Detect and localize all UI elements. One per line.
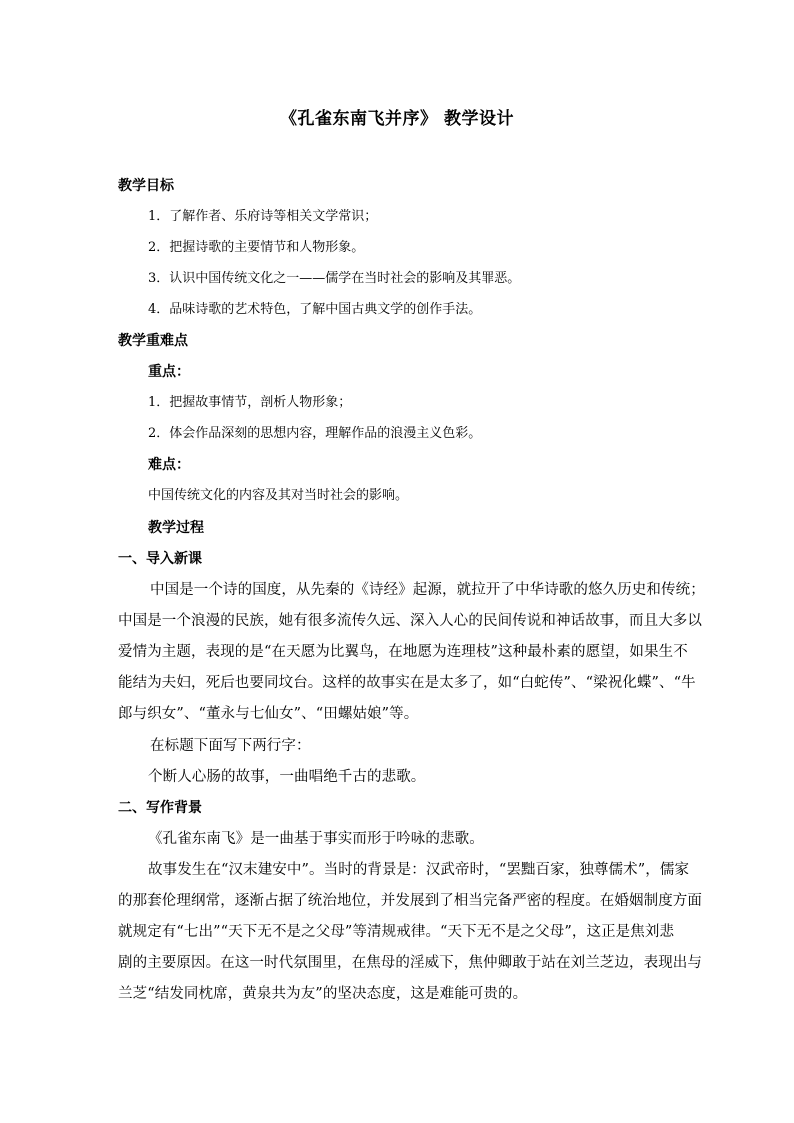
paragraph-line: 兰芝“结发同枕席，黄泉共为友”的坚决态度，这是难能可贵的。 bbox=[118, 986, 528, 1002]
paragraph-line: 爱情为主题，表现的是“在天愿为比翼鸟，在地愿为连理枝”这种最朴素的愿望，如果生不 bbox=[118, 644, 688, 660]
process-heading: 教学过程 bbox=[148, 520, 204, 536]
paragraph-line: 中国是一个浪漫的民族，她有很多流传久远、深入人心的民间传说和神话故事，而且大多以 bbox=[118, 613, 702, 629]
key-points-heading: 教学重难点 bbox=[118, 333, 188, 349]
paragraph-line: 的那套伦理纲常，逐渐占据了统治地位，并发展到了相当完备严密的程度。在婚姻制度方面 bbox=[118, 893, 702, 909]
paragraph-line: 中国是一个诗的国度，从先秦的《诗经》起源，就拉开了中华诗歌的悠久历史和传统； bbox=[150, 582, 705, 598]
focus-item: 2．体会作品深刻的思想内容，理解作品的浪漫主义色彩。 bbox=[148, 426, 482, 441]
paragraph-line: 能结为夫妇，死后也要同坟台。这样的故事实在是太多了，如“白蛇传”、“梁祝化蝶”、“牛 bbox=[118, 675, 696, 691]
focus-item: 1．把握故事情节，剖析人物形象； bbox=[148, 395, 352, 410]
objectives-heading: 教学目标 bbox=[118, 178, 174, 194]
paragraph-line: 剧的主要原因。在这一时代氛围里，在焦母的淫威下，焦仲卿敢于站在刘兰芝边，表现出与 bbox=[118, 955, 702, 971]
paragraph-line: 故事发生在“汉末建安中”。当时的背景是：汉武帝时，“罢黜百家，独尊儒术”，儒家 bbox=[148, 862, 690, 878]
paragraph-line: 就规定有“七出”“天下无不是之父母”等清规戒律。“天下无不是之父母”，这正是焦刘悲 bbox=[118, 924, 675, 940]
background-line: 《孔雀东南飞》是一曲基于事实而形于吟咏的悲歌。 bbox=[148, 831, 484, 847]
objective-item: 3．认识中国传统文化之一——儒学在当时社会的影响及其罪恶。 bbox=[148, 271, 521, 286]
objective-item: 4．品味诗歌的艺术特色，了解中国古典文学的创作手法。 bbox=[148, 302, 482, 317]
section-heading-background: 二、写作背景 bbox=[118, 800, 202, 816]
paragraph-line: 郎与织女”、“董永与七仙女”、“田螺姑娘”等。 bbox=[118, 706, 419, 722]
focus-label: 重点： bbox=[148, 364, 190, 380]
board-text: 个断人心肠的故事，一曲唱绝千古的悲歌。 bbox=[148, 769, 426, 785]
difficulty-label: 难点： bbox=[148, 457, 190, 473]
document-title: 《孔雀东南飞并序》 教学设计 bbox=[280, 109, 514, 129]
board-intro: 在标题下面写下两行字： bbox=[150, 738, 311, 754]
objective-item: 1．了解作者、乐府诗等相关文学常识； bbox=[148, 209, 378, 224]
difficulty-text: 中国传统文化的内容及其对当时社会的影响。 bbox=[148, 488, 409, 503]
section-heading-intro: 一、导入新课 bbox=[118, 551, 202, 567]
objective-item: 2．把握诗歌的主要情节和人物形象。 bbox=[148, 240, 365, 255]
